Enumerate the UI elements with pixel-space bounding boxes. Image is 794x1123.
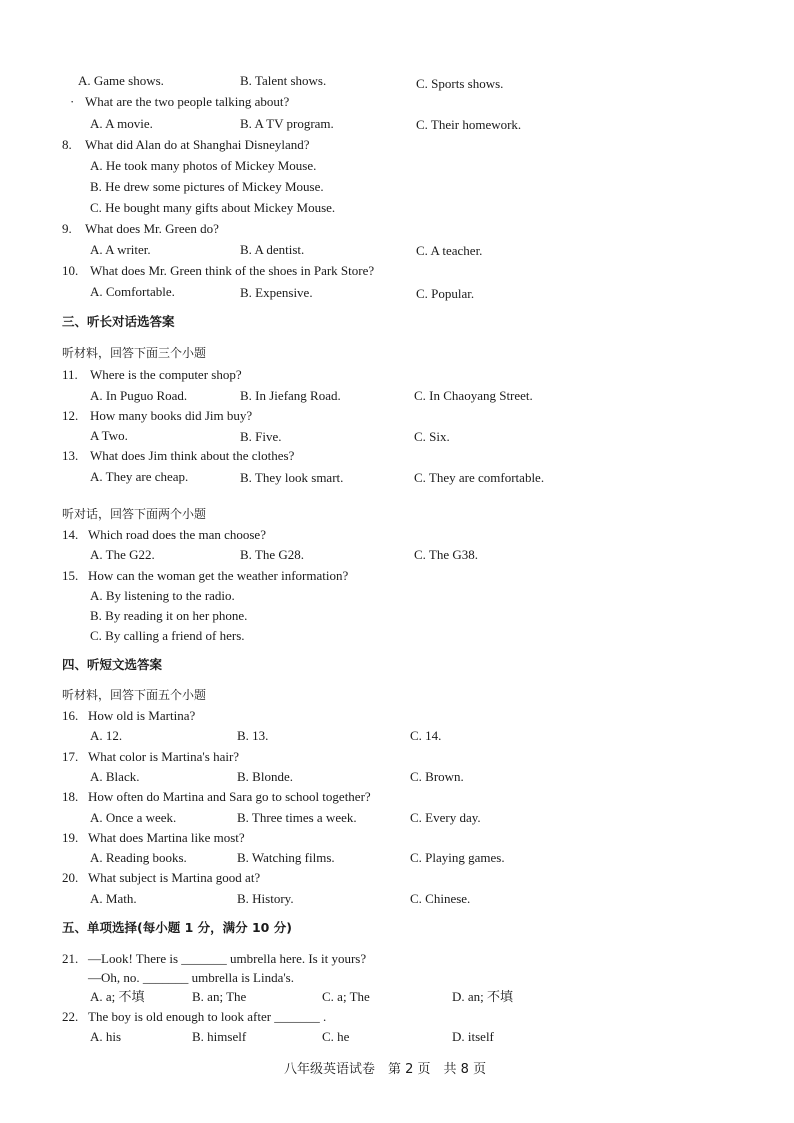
q18-option-a: A. Once a week. bbox=[90, 810, 177, 825]
q11-number: 11. bbox=[62, 367, 78, 382]
q8-option-b: B. He drew some pictures of Mickey Mouse. bbox=[90, 179, 324, 194]
q15-number: 15. bbox=[62, 568, 79, 583]
q14-option-a: A. The G22. bbox=[90, 547, 155, 562]
q21-line-2: —Oh, no. _______ umbrella is Linda's. bbox=[88, 970, 294, 985]
q19-question: What does Martina like most? bbox=[88, 830, 245, 845]
q14-option-b: B. The G28. bbox=[240, 547, 305, 562]
q16-option-c: C. 14. bbox=[410, 728, 442, 743]
q11-option-a: A. In Puguo Road. bbox=[90, 388, 188, 403]
q21-option-b: B. an; The bbox=[192, 989, 247, 1004]
q17-option-c: C. Brown. bbox=[410, 769, 464, 784]
q19-number: 19. bbox=[62, 830, 79, 845]
q16-question: How old is Martina? bbox=[88, 708, 196, 723]
q7-option-c: C. Their homework. bbox=[416, 117, 522, 132]
q12-number: 12. bbox=[62, 408, 79, 423]
q20-option-a: A. Math. bbox=[90, 891, 137, 906]
q22-option-d: D. itself bbox=[452, 1029, 494, 1044]
q9-question: What does Mr. Green do? bbox=[85, 221, 219, 236]
q8-question: What did Alan do at Shanghai Disneyland? bbox=[85, 137, 310, 152]
q14-number: 14. bbox=[62, 527, 79, 542]
q13-option-a: A. They are cheap. bbox=[90, 469, 189, 484]
q20-question: What subject is Martina good at? bbox=[88, 870, 261, 885]
q17-number: 17. bbox=[62, 749, 79, 764]
q6-option-a: A. Game shows. bbox=[78, 73, 164, 88]
q11-option-b: B. In Jiefang Road. bbox=[240, 388, 341, 403]
q8-number: 8. bbox=[62, 137, 72, 152]
q9-option-b: B. A dentist. bbox=[240, 242, 305, 257]
q16-number: 16. bbox=[62, 708, 79, 723]
q8-option-a: A. He took many photos of Mickey Mouse. bbox=[90, 158, 317, 173]
q8-option-c: C. He bought many gifts about Mickey Mouse. bbox=[90, 200, 336, 215]
q17-question: What color is Martina's hair? bbox=[88, 749, 240, 764]
q15-option-c: C. By calling a friend of hers. bbox=[90, 628, 245, 643]
q19-option-c: C. Playing games. bbox=[410, 850, 505, 865]
q15-question: How can the woman get the weather information? bbox=[88, 568, 349, 583]
q17-option-b: B. Blonde. bbox=[237, 769, 293, 784]
q12-option-a: A Two. bbox=[90, 428, 128, 443]
q19-option-a: A. Reading books. bbox=[90, 850, 187, 865]
q10-option-a: A. Comfortable. bbox=[90, 284, 175, 299]
q18-number: 18. bbox=[62, 789, 79, 804]
q14-question: Which road does the man choose? bbox=[88, 527, 266, 542]
q17-option-a: A. Black. bbox=[90, 769, 140, 784]
q19-option-b: B. Watching films. bbox=[237, 850, 335, 865]
q10-option-b: B. Expensive. bbox=[240, 285, 313, 300]
q22-option-a: A. his bbox=[90, 1029, 122, 1044]
q6-option-b: B. Talent shows. bbox=[240, 73, 327, 88]
q22-option-c: C. he bbox=[322, 1029, 350, 1044]
q9-number: 9. bbox=[62, 221, 72, 236]
q13-option-b: B. They look smart. bbox=[240, 470, 344, 485]
q21-line-1: —Look! There is _______ umbrella here. Is it yours? bbox=[88, 951, 367, 966]
q21-number: 21. bbox=[62, 951, 79, 966]
q21-option-c: C. a; The bbox=[322, 989, 370, 1004]
q18-option-c: C. Every day. bbox=[410, 810, 481, 825]
q15-option-b: B. By reading it on her phone. bbox=[90, 608, 248, 623]
section-4-title: 四、听短文选答案 bbox=[62, 657, 163, 672]
q7-number: · bbox=[70, 94, 75, 109]
q6-option-c: C. Sports shows. bbox=[416, 76, 504, 91]
q20-option-c: C. Chinese. bbox=[410, 891, 471, 906]
q18-question: How often do Martina and Sara go to school together? bbox=[88, 789, 371, 804]
q12-question: How many books did Jim buy? bbox=[90, 408, 253, 423]
page-footer: 八年级英语试卷 第 2 页 共 8 页 bbox=[284, 1062, 487, 1077]
q11-option-c: C. In Chaoyang Street. bbox=[414, 388, 533, 403]
q13-option-c: C. They are comfortable. bbox=[414, 470, 545, 485]
q12-option-c: C. Six. bbox=[414, 429, 450, 444]
q22-number: 22. bbox=[62, 1009, 79, 1024]
q10-question: What does Mr. Green think of the shoes in Park Store? bbox=[90, 263, 375, 278]
group-3-instruction: 听材料，回答下面五个小题 bbox=[62, 688, 207, 702]
q16-option-b: B. 13. bbox=[237, 728, 269, 743]
q10-option-c: C. Popular. bbox=[416, 286, 475, 301]
q7-option-a: A. A movie. bbox=[90, 116, 153, 131]
q22-option-b: B. himself bbox=[192, 1029, 247, 1044]
q16-option-a: A. 12. bbox=[90, 728, 123, 743]
group-1-instruction: 听材料，回答下面三个小题 bbox=[62, 346, 207, 360]
q21-option-a: A. a; 不填 bbox=[90, 989, 145, 1004]
section-3-title: 三、听长对话选答案 bbox=[62, 314, 175, 329]
q22-question: The boy is old enough to look after _______ . bbox=[88, 1009, 327, 1024]
q10-number: 10. bbox=[62, 263, 79, 278]
q21-option-d: D. an; 不填 bbox=[452, 989, 514, 1004]
q13-question: What does Jim think about the clothes? bbox=[90, 448, 295, 463]
q9-option-c: C. A teacher. bbox=[416, 243, 483, 258]
section-5-title: 五、单项选择(每小题 1 分，满分 10 分) bbox=[62, 920, 292, 935]
q9-option-a: A. A writer. bbox=[90, 242, 151, 257]
q20-option-b: B. History. bbox=[237, 891, 294, 906]
q7-option-b: B. A TV program. bbox=[240, 116, 334, 131]
q7-question: What are the two people talking about? bbox=[85, 94, 290, 109]
q14-option-c: C. The G38. bbox=[414, 547, 479, 562]
q15-option-a: A. By listening to the radio. bbox=[90, 588, 235, 603]
q12-option-b: B. Five. bbox=[240, 429, 282, 444]
q20-number: 20. bbox=[62, 870, 79, 885]
q11-question: Where is the computer shop? bbox=[90, 367, 242, 382]
group-2-instruction: 听对话，回答下面两个小题 bbox=[62, 507, 207, 521]
q18-option-b: B. Three times a week. bbox=[237, 810, 357, 825]
q13-number: 13. bbox=[62, 448, 79, 463]
